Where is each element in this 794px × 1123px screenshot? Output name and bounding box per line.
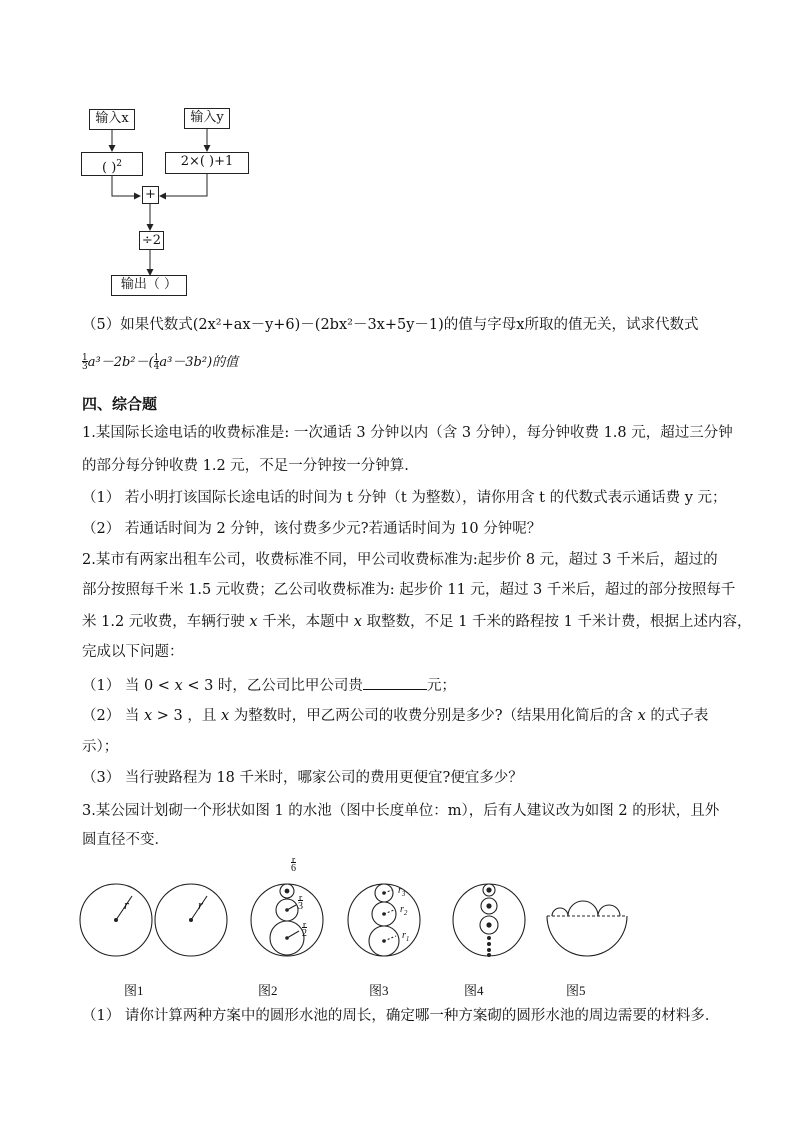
p3-line2: 圆直径不变．: [82, 832, 169, 848]
q5-line2: $\frac{1}{3}a^3-2b^2-(\frac{1}{4}a^3-3b^2)$的值: [82, 352, 239, 372]
fig2-large-circle: [270, 921, 304, 955]
fig2-r2-label: r 2: [302, 920, 307, 939]
fig5-caption: 图5: [566, 983, 586, 998]
p2-q2: （2） 当 x > 3 ，且 x 为整数时，甲乙两公司的收费分别是多少?（结果用化简后的含 x 的式子表: [82, 708, 709, 724]
linear-box: 2×( )+1: [165, 152, 249, 174]
fig1-r-label-left: r: [124, 897, 130, 912]
p1-line1: 1.某国际长途电话的收费标准是: 一次通话 3 分钟以内（含 3 分钟），每分钟收费 1.8 元，超过三分钟: [82, 425, 733, 441]
fig5-semicircle: [547, 916, 627, 956]
input-x-box: 输入x: [89, 109, 135, 130]
fig2-r3-label: r 3: [298, 893, 303, 912]
fig1-caption: 图1: [124, 983, 144, 998]
plus-box: +: [142, 186, 159, 204]
p3-q1: （1） 请你计算两种方案中的圆形水池的周长，确定哪一种方案砌的圆形水池的周边需要的材料多．: [82, 1008, 720, 1024]
p2-q2-cont: 示）；: [82, 739, 119, 755]
q5-line1: （5）如果代数式(2x²+ax－y+6)－(2bx²－3x+5y－1)的值与字母x所取的值无关，试求代数式: [82, 317, 699, 333]
fig4-outer-circle: [453, 884, 525, 956]
fig2-caption: 图2: [258, 983, 278, 998]
output-box: 输出（ ）: [111, 275, 187, 296]
p1-q1: （1） 若小明打该国际长途电话的时间为 t 分钟（t 为整数），请你用含 t 的代数式表示通话费 y 元；: [82, 490, 727, 506]
fig5-arc-small-left: [552, 908, 568, 916]
p2-line1: 2.某市有两家出租车公司，收费标准不同，甲公司收费标准为:起步价 8 元，超过 3 千米后，超过的: [82, 552, 718, 568]
fig3-r1-label: $r_1$: [402, 930, 410, 943]
fig5-arc-large: [568, 901, 598, 916]
fig1-circle-right: [155, 884, 227, 956]
fig3-r2-label: $r_2$: [400, 904, 408, 917]
p3-line1: 3.某公园计划砌一个形状如图 1 的水池（图中长度单位：m），后有人建议改为如图 2 的形状，且外: [82, 803, 720, 819]
p1-line2: 的部分每分钟收费 1.2 元，不足一分钟按一分钟算.: [82, 458, 409, 474]
fig3-circle-r1: [369, 926, 399, 956]
fig4-circle-b: [481, 898, 497, 914]
fig3-circle-r2: [372, 902, 396, 926]
p2-line3: 米 1.2 元收费，车辆行驶 x 千米，本题中 x 取整数，不足 1 千米的路程按 1 千米计费，根据上述内容，: [82, 614, 752, 630]
fig4-circle-a: [483, 884, 495, 896]
p2-line4: 完成以下问题：: [82, 644, 184, 660]
section-heading: 四、综合题: [82, 395, 158, 413]
fig1-r-label-right: r: [198, 897, 204, 912]
fig3-circle-r3: [375, 884, 393, 902]
fig3-r3-label: $r_3$: [398, 885, 406, 898]
fig4-caption: 图4: [464, 983, 484, 998]
fig4-circle-c: [480, 916, 498, 934]
p2-line2: 部分按照每千米 1.5 元收费；乙公司收费标准为: 起步价 11 元，超过 3 千米后，超过的部分按照每千: [82, 582, 736, 598]
fig3-caption: 图3: [369, 983, 389, 998]
answer-blank[interactable]: [363, 675, 427, 690]
square-box: ( )$^2$: [81, 152, 143, 176]
p2-q3: （3） 当行驶路程为 18 千米时，哪家公司的费用更便宜?便宜多少？: [82, 770, 523, 786]
fig2-r6-label: r 6: [291, 855, 296, 874]
fig2-outer-circle: [251, 884, 323, 956]
fig5-arc-small-right: [598, 905, 620, 916]
fig3-outer-circle: [348, 884, 420, 956]
p1-q2: （2） 若通话时间为 2 分钟，该付费多少元?若通话时间为 10 分钟呢？: [82, 521, 542, 537]
fig1-circle-left: [80, 884, 152, 956]
div2-box: ÷2: [139, 231, 164, 250]
fig2-mid-circle: [276, 899, 298, 921]
p2-q1: （1） 当 0 < x < 3 时，乙公司比甲公司贵 元；: [82, 675, 456, 696]
input-y-box: 输入y: [184, 108, 230, 129]
fig2-small-circle: [280, 884, 294, 898]
